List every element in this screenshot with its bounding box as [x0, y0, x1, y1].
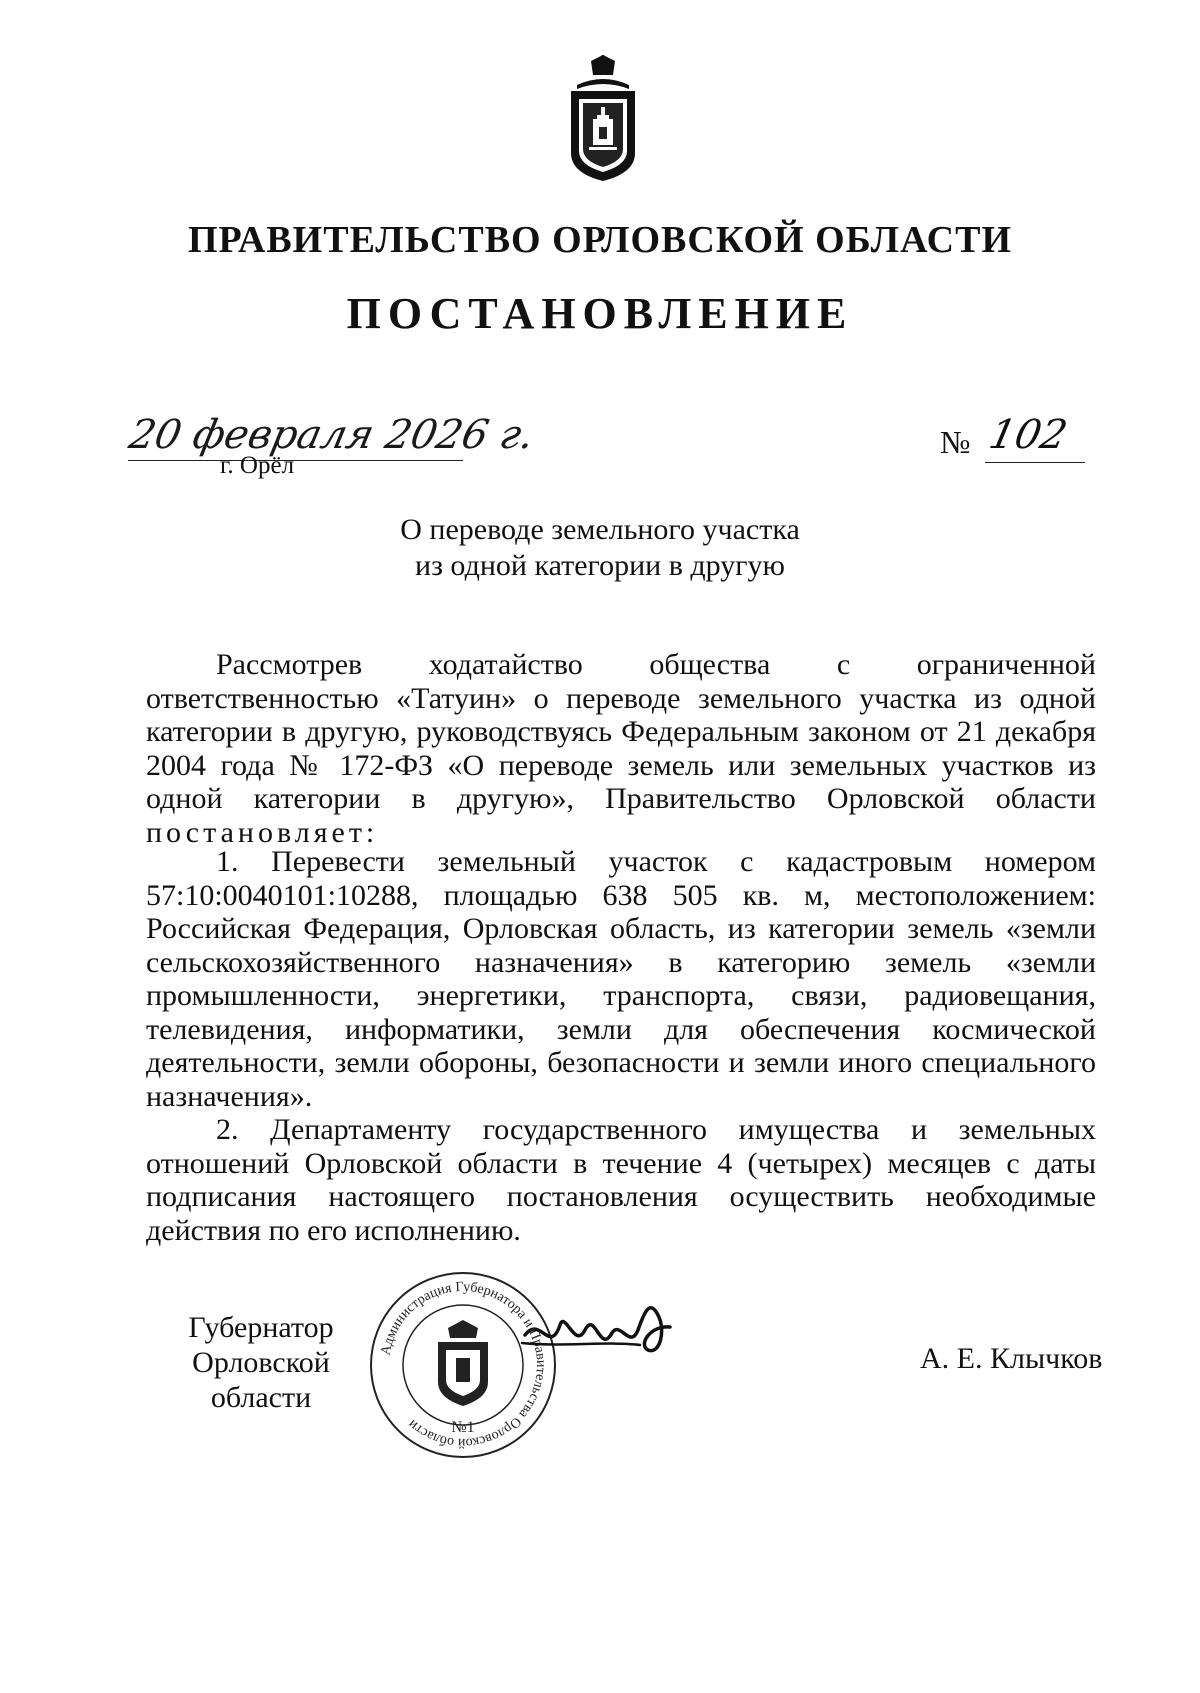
- document-type: ПОСТАНОВЛЕНИЕ: [346, 289, 854, 338]
- signatory-title-line-1: Губернатор: [188, 1311, 334, 1344]
- signatory-title-line-2: Орловской области: [192, 1346, 330, 1414]
- decree-item-2: 2. Департаменту государственного имущества и земельных отношений Орловской области в течение 4 (четырех) месяцев с даты подписания настоящего постановления осуществить необходимые действия по его исполнению.: [146, 1113, 1096, 1247]
- decree-word: постановляет:: [146, 815, 379, 849]
- document-subject: [0, 512, 1200, 584]
- preamble-text: Рассмотрев ходатайство общества с ограниченной ответственностью «Татуин» о переводе земельного участка из одной категории в другую, руководствуясь Федеральным законом от 21 декабря 2004 года № 172-ФЗ «О переводе земель или земельных участков из одной категории в другую», Правительство Орловской области: [146, 648, 1096, 815]
- handwritten-date: 20 февраля 2026 г.: [125, 412, 539, 458]
- signatory-title: [146, 1310, 376, 1415]
- government-title: ПРАВИТЕЛЬСТВО ОРЛОВСКОЙ ОБЛАСТИ: [187, 219, 1013, 261]
- subject-line-1: О переводе земельного участка: [400, 513, 800, 546]
- date-underline: [128, 460, 463, 461]
- svg-text:Администрация Губернатора и Пр: Администрация Губернатора и Правительства Орловской области: [378, 1279, 549, 1451]
- subject-line-2: из одной категории в другую: [415, 549, 785, 582]
- number-label: №: [940, 424, 971, 460]
- signatory-name: А. Е. Клычков: [920, 1342, 1103, 1375]
- number-underline: [985, 462, 1085, 463]
- city-label: г. Орёл: [220, 452, 295, 479]
- decree-items: [146, 845, 1096, 1247]
- preamble-paragraph: [146, 648, 1096, 849]
- coat-of-arms-icon: [563, 55, 643, 185]
- handwritten-number: 102: [985, 412, 1072, 458]
- handwritten-signature: [520, 1295, 680, 1370]
- svg-text:№1: №1: [451, 1419, 475, 1436]
- decree-item-1: 1. Перевести земельный участок с кадастровым номером 57:10:0040101:10288, площадью 638 505 кв. м, местоположением: Российская Федерация, Орловская область, из категории земель «земли сельскохозяйственного назначения» в категорию земель «земли промышленности, энергетики, транспорта, связи, радиовещания, телевидения, информатики, земли для обеспечения космической деятельности, земли обороны, безопасности и земли иного специального назначения».: [146, 845, 1096, 1113]
